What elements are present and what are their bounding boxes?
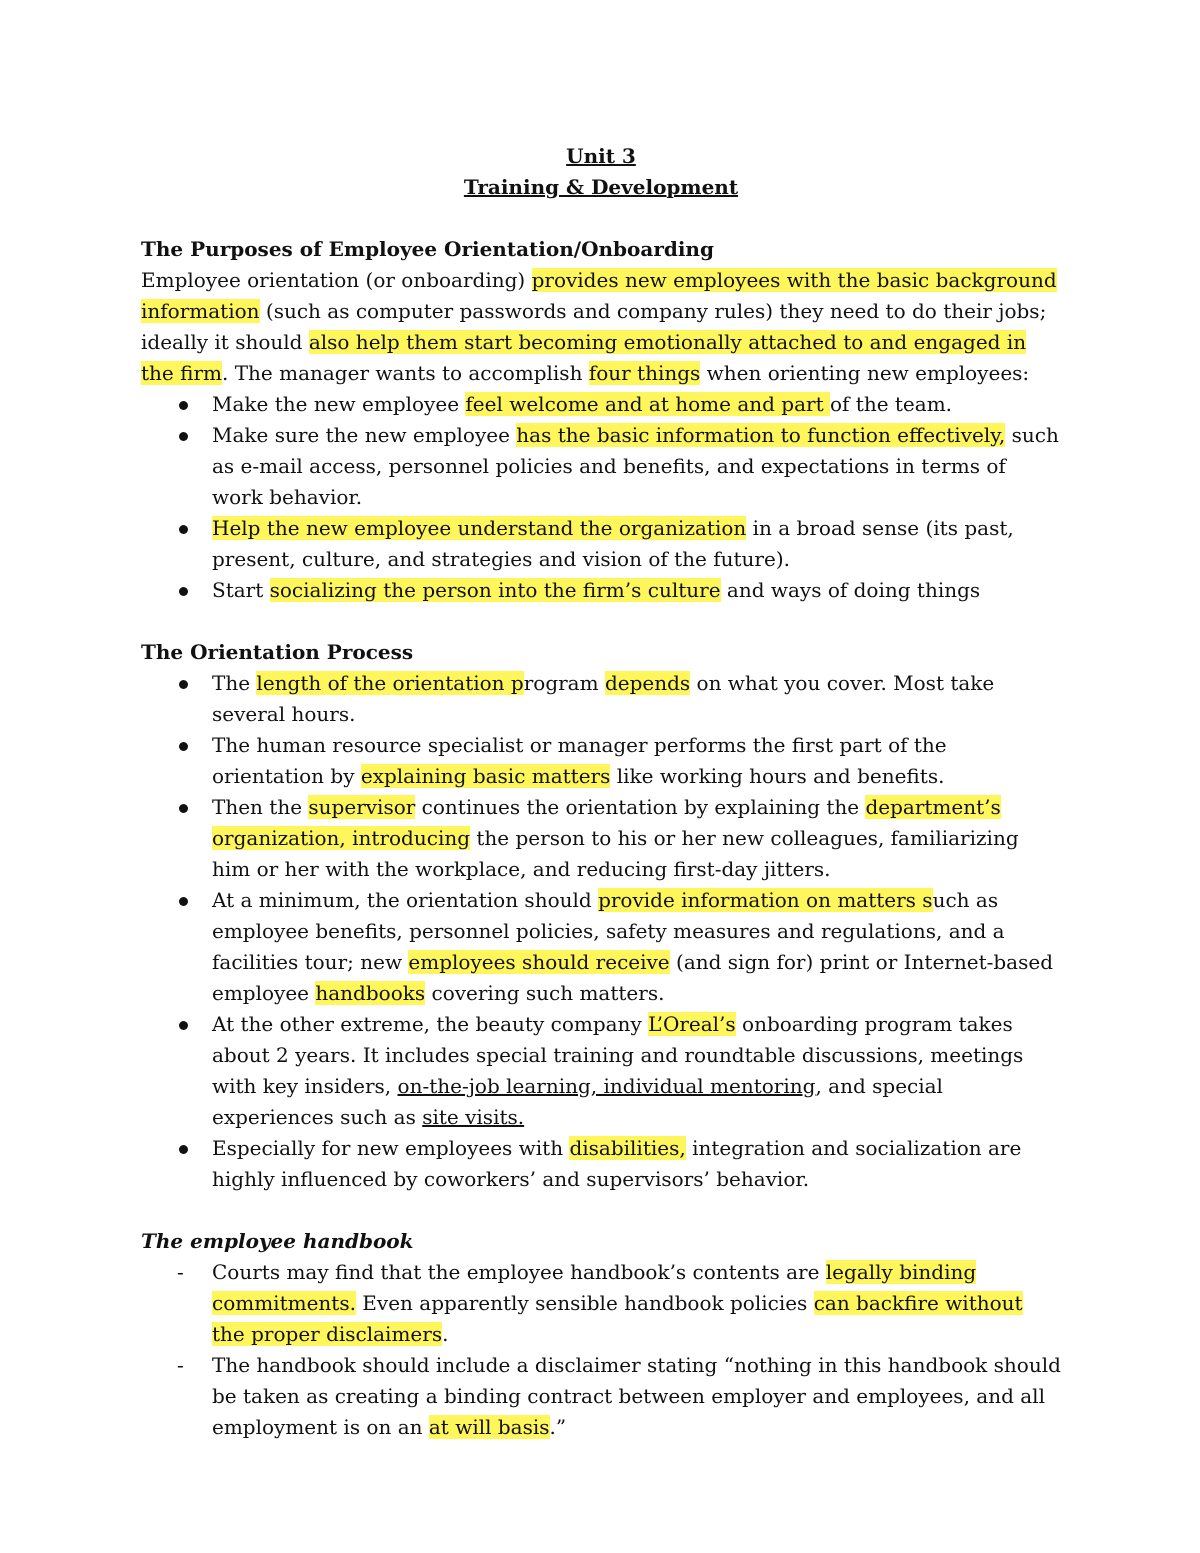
bullet-item bbox=[141, 575, 1061, 606]
text-run: Make sure the new employee bbox=[212, 423, 517, 447]
text-run: The handbook should include a disclaimer stating “nothing in this handbook should be taken as creating a binding contract between employer and employees, and all employment is on an bbox=[212, 1353, 1061, 1439]
highlighted-text: can backfire without the proper disclaimers bbox=[212, 1291, 1023, 1346]
text-run: Start bbox=[212, 578, 270, 602]
text-run: . bbox=[442, 1322, 449, 1346]
dash-item bbox=[141, 1350, 1061, 1443]
text-run: and ways of doing things bbox=[720, 578, 981, 602]
highlighted-text: supervisor bbox=[308, 795, 416, 819]
text-run: integration and socialization are highly influenced by coworkers’ and supervisors’ behavior. bbox=[212, 1136, 1022, 1191]
bullet-item bbox=[141, 389, 1061, 420]
text-run: on what you cover. Most take several hours. bbox=[212, 671, 995, 726]
text-run: continues the orientation by explaining the bbox=[415, 795, 866, 819]
document-title-unit: Unit 3 bbox=[566, 144, 636, 168]
text-run: Then the bbox=[212, 795, 309, 819]
bullet-list-orientation-process bbox=[141, 668, 1061, 1195]
section-heading-purposes: The Purposes of Employee Orientation/Onboarding bbox=[141, 237, 714, 261]
highlighted-text: Help the new employee understand the organization bbox=[212, 516, 747, 540]
underlined-text: on-the-job learning, individual mentoring bbox=[397, 1074, 816, 1098]
text-run: in a broad sense (its past, present, culture, and strategies and vision of the future). bbox=[212, 516, 1014, 571]
highlighted-text: also help them start becoming emotionally attached to and engaged in the firm bbox=[141, 330, 1027, 385]
highlighted-text: handbooks bbox=[315, 981, 426, 1005]
text-run: Employee orientation (or onboarding) bbox=[141, 268, 532, 292]
bullet-item bbox=[141, 792, 1061, 885]
text-run: when orienting new employees: bbox=[700, 361, 1030, 385]
highlighted-text: explaining basic matters bbox=[360, 764, 611, 788]
text-run: (and sign for) print or Internet-based employee bbox=[212, 950, 1053, 1005]
bullet-item bbox=[141, 420, 1061, 513]
text-run: .” bbox=[549, 1415, 567, 1439]
bullet-item bbox=[141, 668, 1061, 730]
section-heading-employee-handbook: The employee handbook bbox=[141, 1229, 414, 1253]
text-run: onboarding program takes about 2 years. It includes special training and roundtable discussions, meetings with key insiders, bbox=[212, 1012, 1024, 1098]
bullet-list-purposes bbox=[141, 389, 1061, 606]
paragraph-purposes bbox=[141, 265, 1061, 389]
highlighted-text: feel welcome and at home and part bbox=[465, 392, 830, 416]
dash-item bbox=[141, 1257, 1061, 1350]
bullet-item bbox=[141, 1009, 1061, 1133]
highlighted-text: provides new employees with the basic background information bbox=[141, 268, 1057, 323]
bullet-item bbox=[141, 1133, 1061, 1195]
bullet-item bbox=[141, 730, 1061, 792]
spacer bbox=[141, 606, 1061, 637]
underlined-text: site visits. bbox=[422, 1105, 525, 1129]
text-run: The human resource specialist or manager performs the first part of the orientation by bbox=[212, 733, 947, 788]
spacer bbox=[141, 1195, 1061, 1226]
text-run: The bbox=[212, 671, 257, 695]
text-run: uch as employee benefits, personnel policies, safety measures and regulations, and a facilities tour; new bbox=[212, 888, 1005, 974]
highlighted-text: employees should receive bbox=[408, 950, 670, 974]
text-run: . The manager wants to accomplish bbox=[221, 361, 589, 385]
highlighted-text: disabilities, bbox=[569, 1136, 686, 1160]
text-run: (such as computer passwords and company rules) they need to do their jobs; ideally it should bbox=[141, 299, 1047, 354]
text-run: the person to his or her new colleagues, familiarizing him or her with the workplace, and reducing first-day jitters. bbox=[212, 826, 1019, 881]
text-run: Even apparently sensible handbook policies bbox=[355, 1291, 814, 1315]
text-run: Courts may find that the employee handbook’s contents are bbox=[212, 1260, 826, 1284]
text-run: At the other extreme, the beauty company bbox=[212, 1012, 649, 1036]
document-page bbox=[141, 141, 1061, 1443]
highlighted-text: L’Oreal’s bbox=[648, 1012, 736, 1036]
text-run: Make the new employee bbox=[212, 392, 466, 416]
bullet-item bbox=[141, 885, 1061, 1009]
highlighted-text: length of the orientation p bbox=[256, 671, 524, 695]
section-heading-orientation-process: The Orientation Process bbox=[141, 640, 414, 664]
text-run: At a minimum, the orientation should bbox=[212, 888, 599, 912]
text-run: , and special experiences such as bbox=[212, 1074, 943, 1129]
highlighted-text: department’s organization, introducing bbox=[212, 795, 1001, 850]
highlighted-text: provide information on matters s bbox=[598, 888, 933, 912]
bullet-item bbox=[141, 513, 1061, 575]
highlighted-text: four things bbox=[588, 361, 701, 385]
text-run: of the team. bbox=[829, 392, 953, 416]
text-run: such as e-mail access, personnel policies and benefits, and expectations in terms of work behavior. bbox=[212, 423, 1059, 509]
highlighted-text: legally binding commitments. bbox=[212, 1260, 977, 1315]
document-title-topic: Training & Development bbox=[463, 175, 739, 199]
text-run: Especially for new employees with bbox=[212, 1136, 570, 1160]
highlighted-text: socializing the person into the firm’s culture bbox=[269, 578, 721, 602]
highlighted-text: at will basis bbox=[428, 1415, 550, 1439]
text-run: like working hours and benefits. bbox=[610, 764, 945, 788]
text-run: covering such matters. bbox=[425, 981, 665, 1005]
spacer bbox=[141, 203, 1061, 234]
dash-list-employee-handbook bbox=[141, 1257, 1061, 1443]
highlighted-text: depends bbox=[604, 671, 691, 695]
highlighted-text: has the basic information to function effectively, bbox=[516, 423, 1006, 447]
text-run: rogram bbox=[523, 671, 605, 695]
